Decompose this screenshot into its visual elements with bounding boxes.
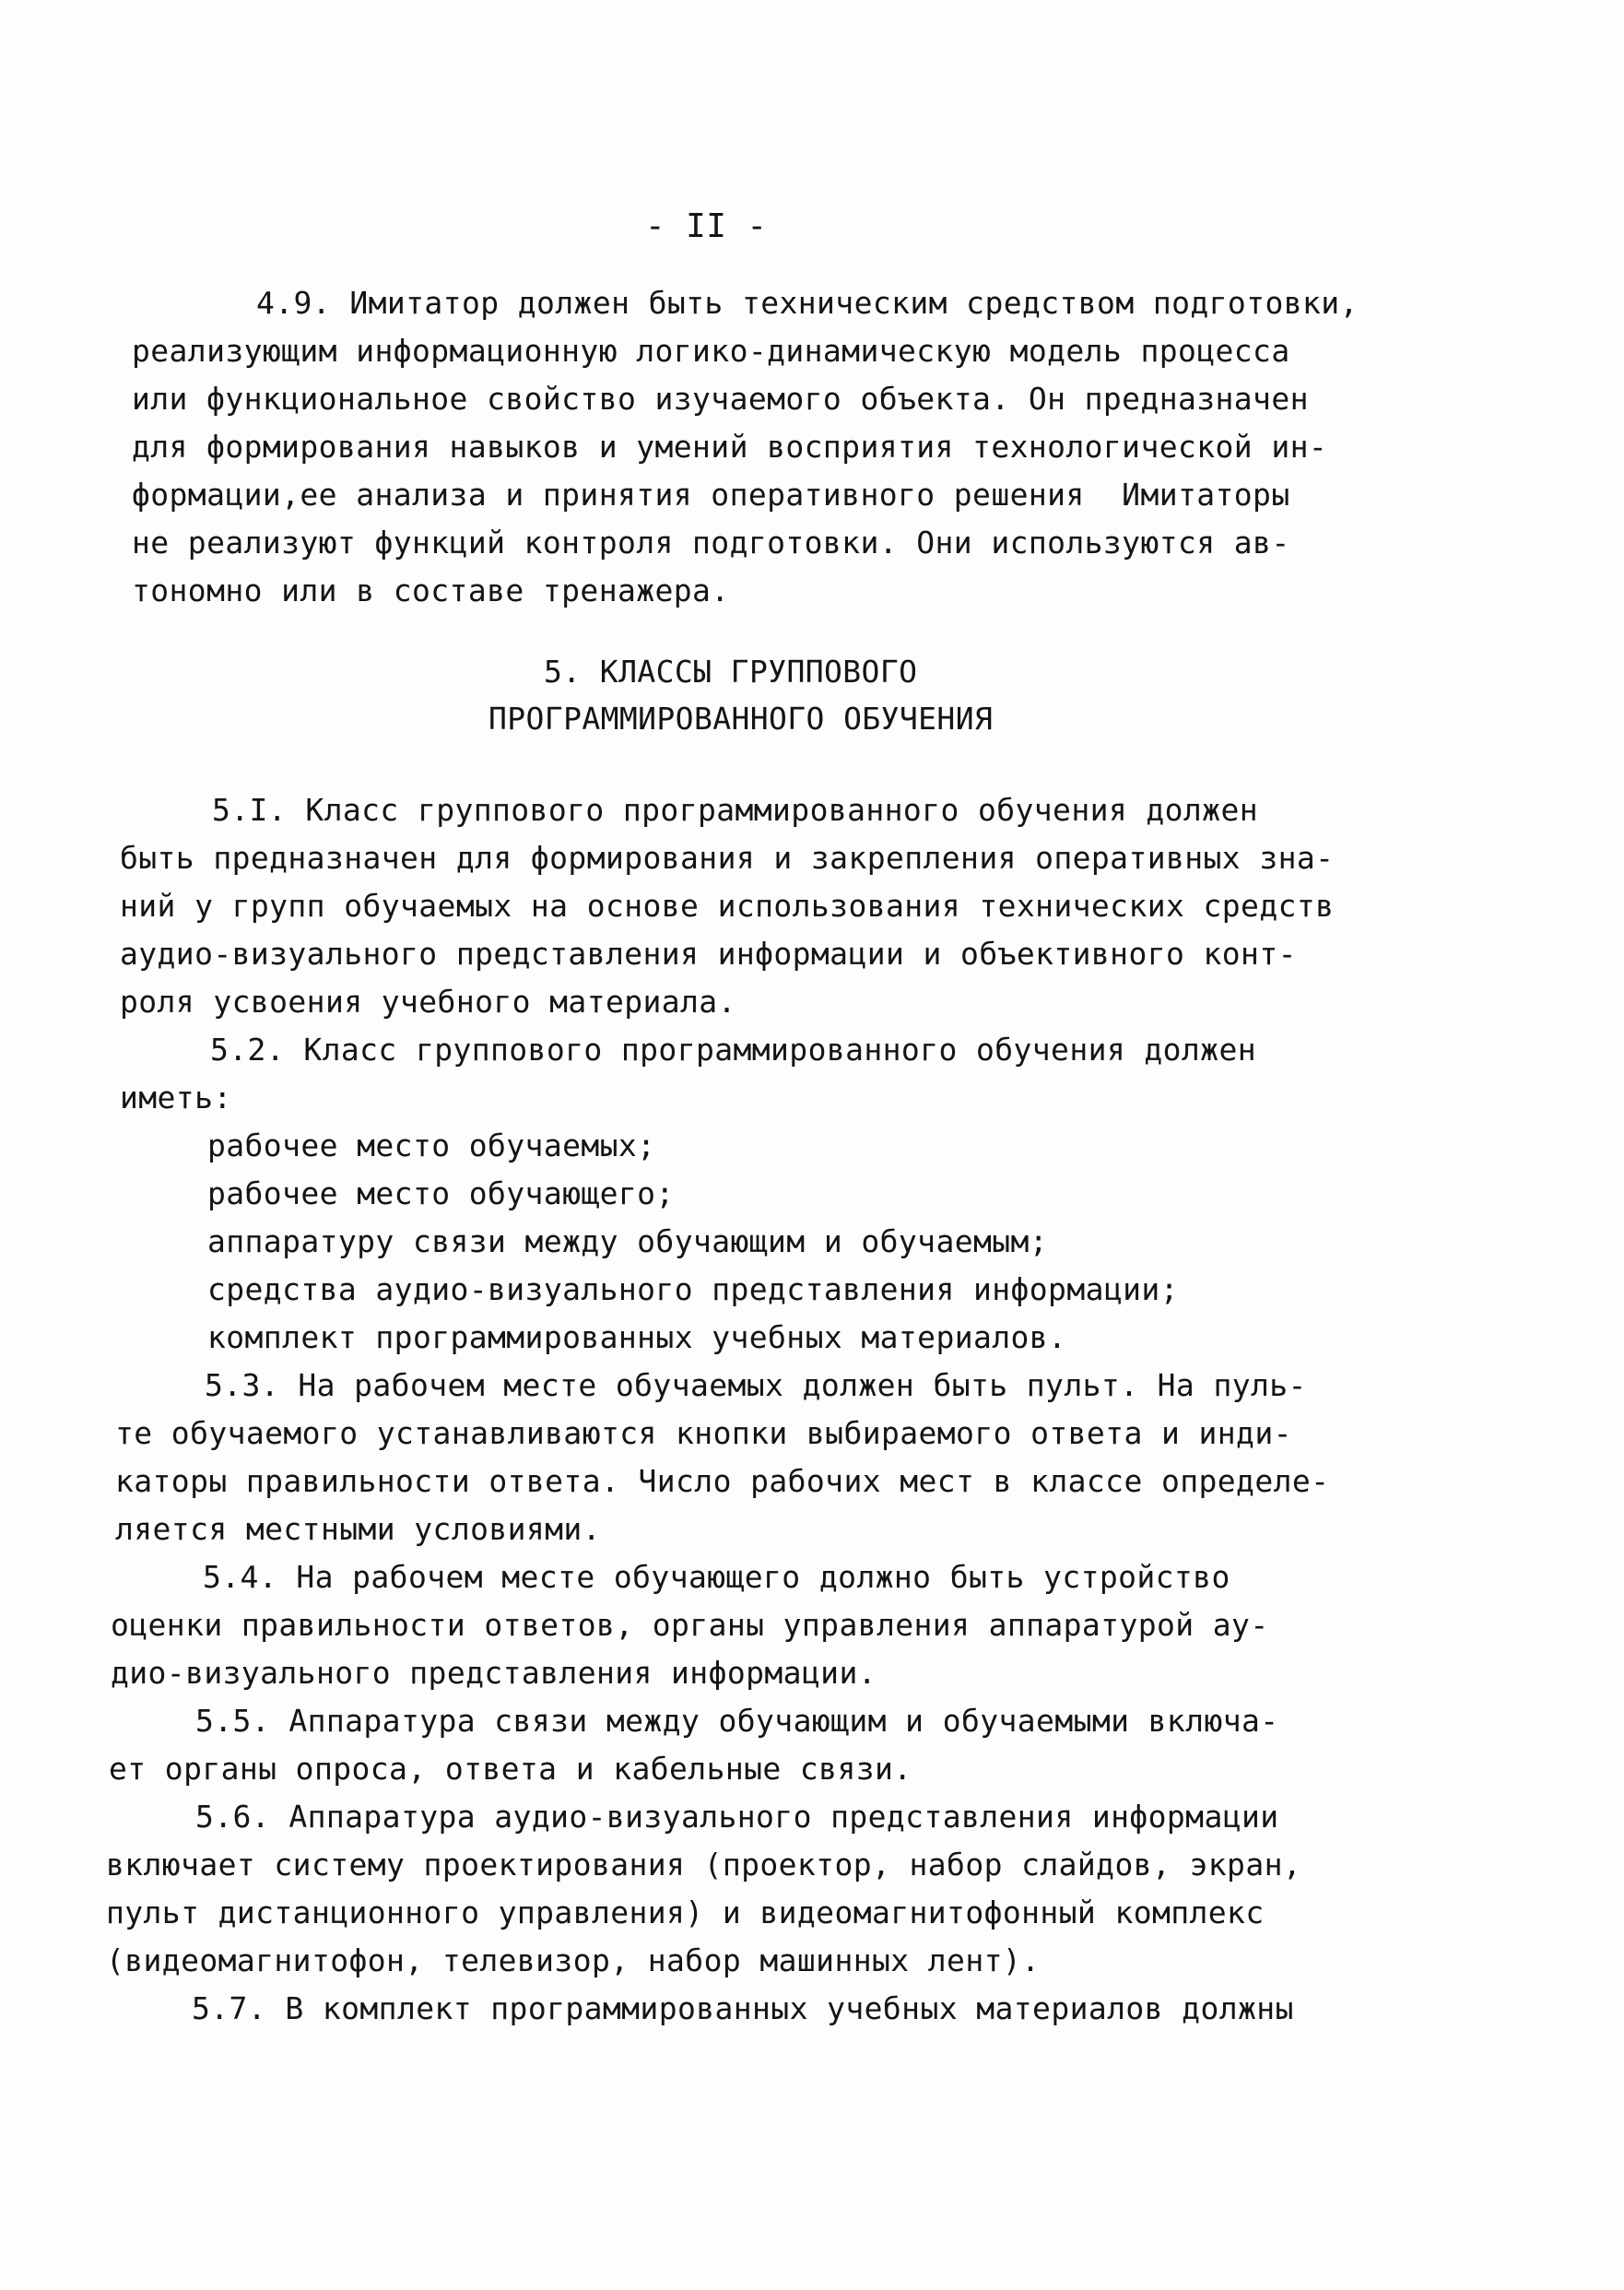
text-line: ляется местными условиями. [115,1511,601,1547]
list-item: комплект программированных учебных материалов. [207,1319,1067,1355]
text-line: каторы правильности ответа. Число рабочих мест в классе определе- [115,1463,1330,1499]
text-line: оценки правильности ответов, органы управления аппаратурой ау- [111,1607,1269,1643]
text-line: аудио-визуального представления информации и объективного конт- [120,936,1297,972]
text-line: 5.5. Аппаратура связи между обучающим и обучаемыми включа- [195,1703,1279,1739]
text-line: для формирования навыков и умений восприятия технологической ин- [132,429,1328,465]
text-line: ний у групп обучаемых на основе использования технических средств [120,888,1335,924]
text-line: формации,ее анализа и принятия оперативного решения Имитаторы [132,477,1290,513]
text-line: реализующим информационную логико-динамическую модель процесса [132,333,1290,369]
text-line: 5.6. Аппаратура аудио-визуального представления информации [195,1799,1279,1835]
list-item: рабочее место обучаемых; [207,1127,656,1163]
text-line: не реализуют функций контроля подготовки. Они используются ав- [132,525,1290,561]
text-line: (видеомагнитофон, телевизор, набор машинных лент). [106,1942,1041,1978]
text-line: роля усвоения учебного материала. [120,984,736,1020]
text-line: дио-визуального представления информации. [111,1655,877,1691]
text-line: включает систему проектирования (проектор, набор слайдов, экран, [106,1847,1302,1883]
list-item: аппаратуру связи между обучающим и обучаемым; [207,1223,1049,1259]
text-line: 5.4. На рабочем месте обучающего должно быть устройство [203,1559,1230,1595]
list-item: рабочее место обучающего; [207,1175,675,1211]
section-heading-line-2: ПРОГРАММИРОВАННОГО ОБУЧЕНИЯ [488,701,994,737]
text-line: или функциональное свойство изучаемого объекта. Он предназначен [132,381,1309,417]
page-number: - II - [645,207,768,245]
text-line: тономно или в составе тренажера. [132,572,730,608]
text-line: те обучаемого устанавливаются кнопки выбираемого ответа и инди- [115,1415,1292,1451]
text-line: 5.7. В комплект программированных учебных материалов должны [192,1990,1294,2026]
text-line: пульт дистанционного управления) и видеомагнитофонный комплекс [106,1895,1265,1930]
list-item: средства аудио-визуального представления информации; [207,1271,1179,1307]
section-heading-line-1: 5. КЛАССЫ ГРУППОВОГО [544,654,918,690]
text-line: ет органы опроса, ответа и кабельные связи. [109,1751,912,1787]
text-line: иметь: [120,1080,232,1115]
text-line: 5.3. На рабочем месте обучаемых должен быть пульт. На пуль- [205,1367,1307,1403]
text-line: 5.I. Класс группового программированного обучения должен [212,792,1258,828]
text-line: 5.2. Класс группового программированного обучения должен [210,1032,1256,1068]
text-line: 4.9. Имитатор должен быть техническим средством подготовки, [256,285,1359,321]
text-line: быть предназначен для формирования и закрепления оперативных зна- [120,840,1335,876]
